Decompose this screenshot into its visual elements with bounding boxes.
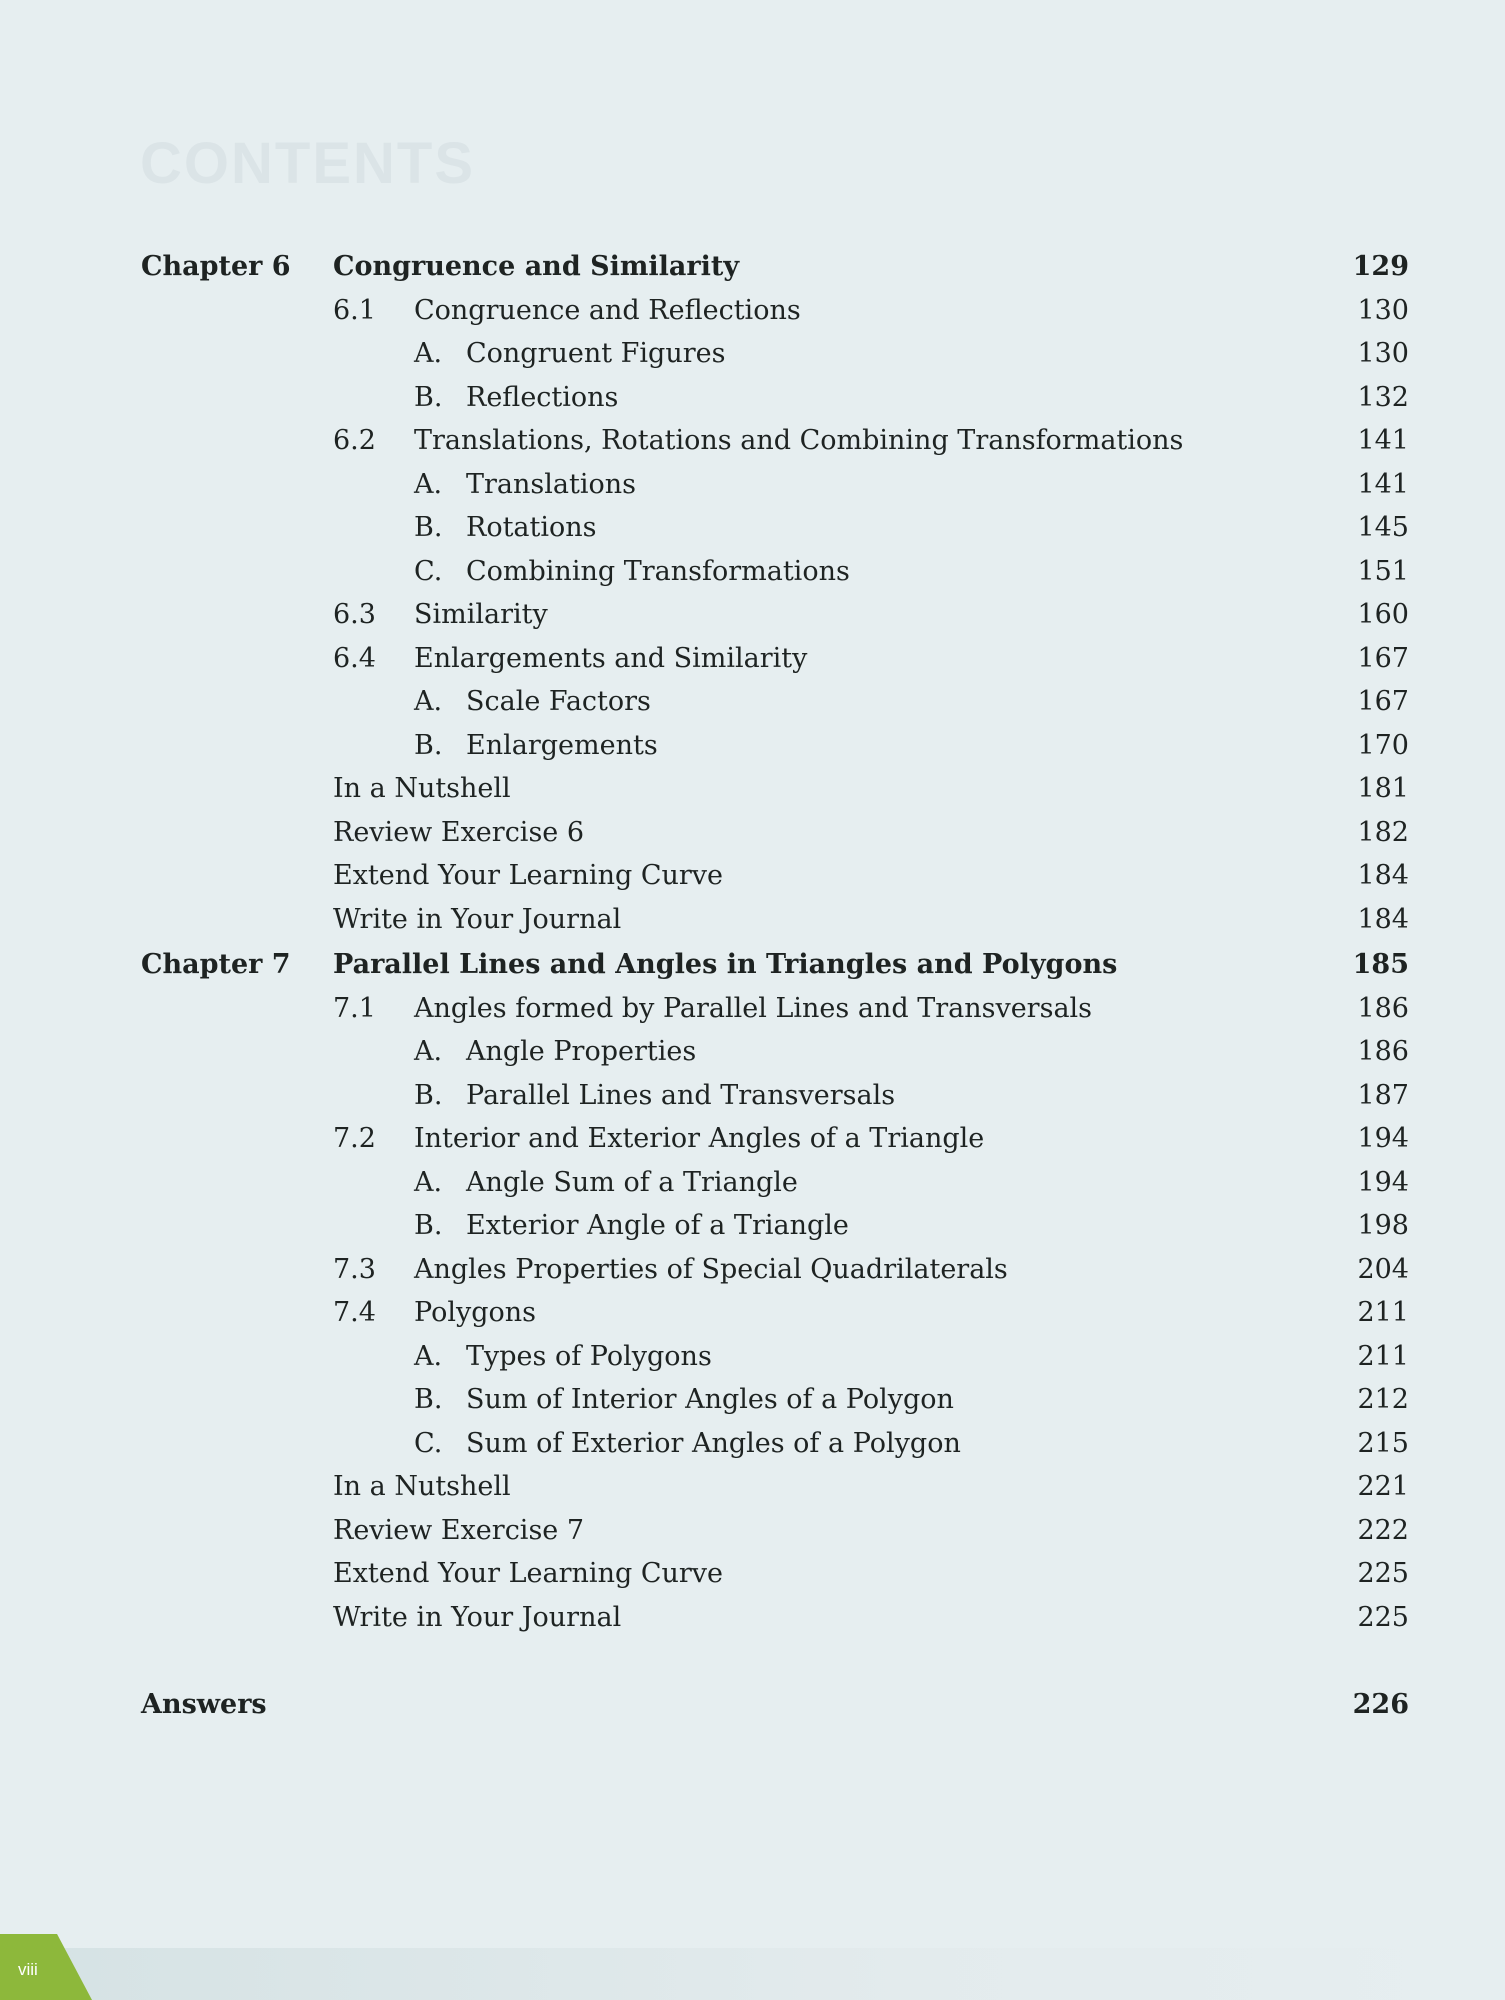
subsection-letter: B. bbox=[414, 1210, 443, 1241]
entry-title: Types of Polygons bbox=[466, 1340, 712, 1372]
subsection-letter: A. bbox=[414, 338, 443, 369]
chapter-row bbox=[0, 945, 1505, 985]
entry-title: Sum of Exterior Angles of a Polygon bbox=[466, 1427, 961, 1459]
subsection-letter: A. bbox=[414, 1166, 443, 1198]
chapter-row bbox=[0, 1685, 1505, 1725]
page-number-cell: 212 bbox=[1357, 1384, 1409, 1415]
entry-title: Write in Your Journal bbox=[333, 1601, 622, 1633]
subsection-letter: B. bbox=[414, 381, 443, 413]
chapter-row bbox=[0, 247, 1505, 287]
page-number-cell: 160 bbox=[1357, 599, 1409, 630]
toc-row bbox=[0, 1032, 1505, 1072]
subsection-letter: A. bbox=[414, 468, 443, 500]
entry-title: Congruence and Reflections bbox=[414, 294, 801, 326]
entry-title: Review Exercise 7 bbox=[333, 1514, 585, 1546]
entry-title: Extend Your Learning Curve bbox=[333, 1558, 724, 1589]
page-number-cell: 141 bbox=[1357, 468, 1409, 500]
page-number-cell: 181 bbox=[1357, 773, 1409, 804]
page-number-cell: 186 bbox=[1357, 1036, 1409, 1067]
subsection-letter: B. bbox=[414, 729, 443, 761]
contents-heading: CONTENTS bbox=[140, 131, 475, 196]
toc-row bbox=[0, 334, 1505, 374]
toc-row bbox=[0, 1467, 1505, 1507]
page-number-cell: 194 bbox=[1357, 1123, 1409, 1154]
toc-row bbox=[0, 726, 1505, 766]
entry-title: Congruence and Similarity bbox=[333, 251, 740, 282]
toc-row bbox=[0, 1119, 1505, 1159]
page-number: viii bbox=[18, 1960, 38, 1979]
toc-row bbox=[0, 639, 1505, 679]
page-number-cell: 225 bbox=[1357, 1558, 1409, 1589]
page-number-cell: 211 bbox=[1357, 1340, 1409, 1372]
entry-title: Angle Properties bbox=[466, 1036, 697, 1067]
entry-title: Angles formed by Parallel Lines and Transversals bbox=[414, 992, 1093, 1024]
entry-title: In a Nutshell bbox=[333, 1471, 511, 1502]
chapter-label: Chapter 7 bbox=[141, 949, 291, 980]
subsection-letter: A. bbox=[414, 686, 443, 717]
entry-title: Angles Properties of Special Quadrilaterals bbox=[414, 1253, 1008, 1285]
entry-title: Polygons bbox=[414, 1297, 537, 1328]
entry-title: Enlargements bbox=[466, 729, 658, 761]
toc-row bbox=[0, 465, 1505, 505]
entry-title: Exterior Angle of a Triangle bbox=[466, 1210, 849, 1241]
toc-row bbox=[0, 1554, 1505, 1594]
toc-row bbox=[0, 291, 1505, 331]
page-number-cell: 182 bbox=[1357, 816, 1409, 848]
section-number: 6.4 bbox=[333, 642, 376, 674]
toc-row bbox=[0, 989, 1505, 1029]
section-number: 6.2 bbox=[333, 425, 376, 456]
toc-row bbox=[0, 552, 1505, 592]
entry-title: Scale Factors bbox=[466, 686, 651, 717]
page-number-cell: 204 bbox=[1357, 1253, 1409, 1285]
page-number-cell: 225 bbox=[1357, 1601, 1409, 1633]
page-number-cell: 184 bbox=[1357, 903, 1409, 935]
entry-title: Translations, Rotations and Combining Transformations bbox=[414, 425, 1184, 456]
toc-row bbox=[0, 1163, 1505, 1203]
page-number-cell: 130 bbox=[1357, 294, 1409, 326]
subsection-letter: B. bbox=[414, 1079, 443, 1111]
page-number-cell: 130 bbox=[1357, 338, 1409, 369]
page-number-cell: 226 bbox=[1352, 1689, 1409, 1720]
section-number: 6.1 bbox=[333, 294, 376, 326]
page-number-cell: 129 bbox=[1352, 251, 1409, 282]
section-number: 7.1 bbox=[333, 992, 376, 1024]
page-number-cell: 167 bbox=[1357, 686, 1409, 717]
subsection-letter: B. bbox=[414, 512, 443, 543]
entry-title: Sum of Interior Angles of a Polygon bbox=[466, 1384, 954, 1415]
toc-row bbox=[0, 1250, 1505, 1290]
toc-row bbox=[0, 1293, 1505, 1333]
page-number-cell: 151 bbox=[1357, 555, 1409, 587]
toc-row bbox=[0, 595, 1505, 635]
section-number: 7.4 bbox=[333, 1297, 376, 1328]
page-number-cell: 167 bbox=[1357, 642, 1409, 674]
page-number-cell: 170 bbox=[1357, 729, 1409, 761]
toc-row bbox=[0, 421, 1505, 461]
entry-title: In a Nutshell bbox=[333, 773, 511, 804]
entry-title: Parallel Lines and Angles in Triangles and Polygons bbox=[333, 949, 1118, 980]
chapter-label: Chapter 6 bbox=[141, 251, 291, 282]
toc-row bbox=[0, 813, 1505, 853]
toc-row bbox=[0, 1076, 1505, 1116]
section-number: 6.3 bbox=[333, 599, 376, 630]
page-number-cell: 141 bbox=[1357, 425, 1409, 456]
entry-title: Congruent Figures bbox=[466, 338, 726, 369]
entry-title: Parallel Lines and Transversals bbox=[466, 1079, 896, 1111]
toc-row bbox=[0, 1424, 1505, 1464]
entry-title: Reflections bbox=[466, 381, 619, 413]
subsection-letter: A. bbox=[414, 1036, 443, 1067]
entry-title: Rotations bbox=[466, 512, 597, 543]
toc-row bbox=[0, 856, 1505, 896]
toc-row bbox=[0, 508, 1505, 548]
page-number-cell: 132 bbox=[1357, 381, 1409, 413]
entry-title: Extend Your Learning Curve bbox=[333, 860, 724, 891]
toc-row bbox=[0, 1380, 1505, 1420]
subsection-letter: B. bbox=[414, 1384, 443, 1415]
entry-title: Review Exercise 6 bbox=[333, 816, 585, 848]
entry-title: Enlargements and Similarity bbox=[414, 642, 808, 674]
toc-row bbox=[0, 1206, 1505, 1246]
entry-title: Combining Transformations bbox=[466, 555, 850, 587]
page-number-cell: 186 bbox=[1357, 992, 1409, 1024]
entry-title: Write in Your Journal bbox=[333, 903, 622, 935]
page-number-cell: 185 bbox=[1352, 949, 1409, 980]
page-number-cell: 221 bbox=[1357, 1471, 1409, 1502]
entry-title: Translations bbox=[466, 468, 636, 500]
toc-row bbox=[0, 1598, 1505, 1638]
section-number: 7.2 bbox=[333, 1123, 376, 1154]
entry-title: Interior and Exterior Angles of a Triangle bbox=[414, 1123, 985, 1154]
entry-title: Angle Sum of a Triangle bbox=[466, 1166, 798, 1198]
page-number-cell: 194 bbox=[1357, 1166, 1409, 1198]
page-number-cell: 222 bbox=[1357, 1514, 1409, 1546]
footer-bar bbox=[0, 1948, 1505, 2000]
subsection-letter: A. bbox=[414, 1340, 443, 1372]
chapter-label: Answers bbox=[141, 1689, 267, 1720]
page-number-cell: 184 bbox=[1357, 860, 1409, 891]
toc-row bbox=[0, 900, 1505, 940]
page-number-cell: 211 bbox=[1357, 1297, 1409, 1328]
page-number-cell: 187 bbox=[1357, 1079, 1409, 1111]
entry-title: Similarity bbox=[414, 599, 548, 630]
toc-row bbox=[0, 1511, 1505, 1551]
subsection-letter: C. bbox=[414, 555, 443, 587]
toc-row bbox=[0, 769, 1505, 809]
toc-row bbox=[0, 682, 1505, 722]
section-number: 7.3 bbox=[333, 1253, 376, 1285]
page-number-cell: 198 bbox=[1357, 1210, 1409, 1241]
toc-row bbox=[0, 378, 1505, 418]
toc-row bbox=[0, 1337, 1505, 1377]
page-number-cell: 215 bbox=[1357, 1427, 1409, 1459]
page-number-cell: 145 bbox=[1357, 512, 1409, 543]
subsection-letter: C. bbox=[414, 1427, 443, 1459]
